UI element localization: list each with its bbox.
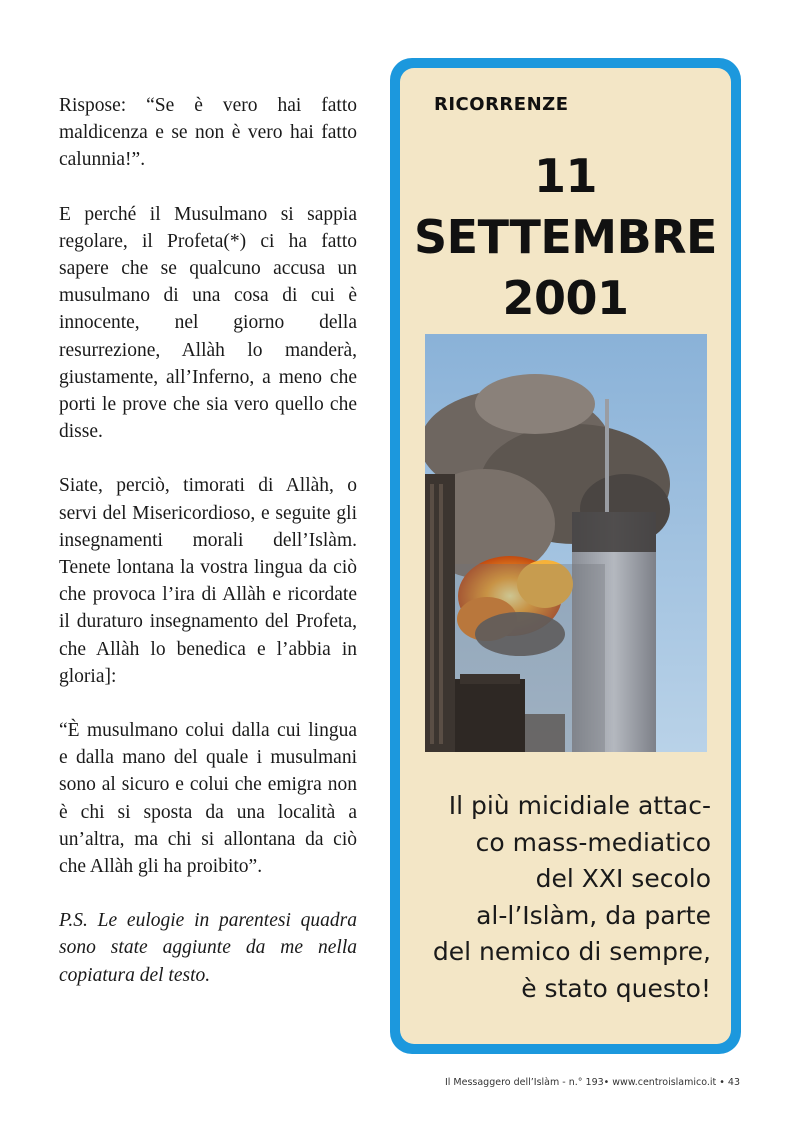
article-paragraph: E perché il Musulmano si sappia regolare, il Profeta(*) ci ha fatto sapere che se qualcuno accusa un musulmano di una cosa di cui è innocente, nel giorno della resurrezione, Allàh lo manderà, giustamente, all’Inferno, a meno che porti le prove che sia vero quello che disse. xyxy=(59,203,357,443)
article-paragraph: Rispose: “Se è vero hai fatto maldicenza e se non è vero hai fatto calunnia!”. xyxy=(59,95,357,171)
caption-line: del XXI secolo xyxy=(535,864,711,893)
panel-caption xyxy=(411,788,711,1007)
anniversary-sidebar-panel xyxy=(390,58,741,1054)
caption-line: del nemico di sempre, xyxy=(432,937,711,966)
article-paragraph: “È musulmano colui dalla cui lingua e dalla mano del quale i musulmani sono al sicuro e colui che emigra non è chi si sposta da una località a un’altra, ma chi si allontana da ciò che Allàh gli ha proibito”. xyxy=(59,720,357,878)
caption-line: è stato questo! xyxy=(521,973,711,1003)
caption-line: co mass-mediatico xyxy=(475,827,711,857)
article-body-column xyxy=(59,92,357,1016)
panel-background xyxy=(400,68,731,1044)
caption-line: Il più micidiale attac- xyxy=(448,791,711,820)
page-footer: Il Messaggero dell’Islàm - n.° 193• www.centroislamico.it • 43 xyxy=(444,1077,740,1088)
section-kicker: RICORRENZE xyxy=(434,94,569,115)
title-line-year: 2001 xyxy=(502,271,629,325)
caption-line: al-l’Islàm, da parte xyxy=(476,900,711,930)
article-paragraph: Siate, perciò, timorati di Allàh, o servi del Misericordioso, e seguite gli insegnamenti morali dell’Islàm. Tenete lontana la vostra lingua da ciò che provoca l’ira di Allàh e ricordate il duraturo insegnamento del Profeta, che Allàh lo benedica e l’abbia in gloria]: xyxy=(59,475,357,687)
panel-title xyxy=(400,146,731,329)
tower-attack-photo xyxy=(425,334,707,752)
title-line-day: 11 xyxy=(533,149,597,203)
title-line-month: SETTEMBRE xyxy=(414,210,717,264)
postscript-note: P.S. Le eulogie in parentesi quadra sono state aggiunte da me nella copiatura del testo. xyxy=(59,910,357,986)
